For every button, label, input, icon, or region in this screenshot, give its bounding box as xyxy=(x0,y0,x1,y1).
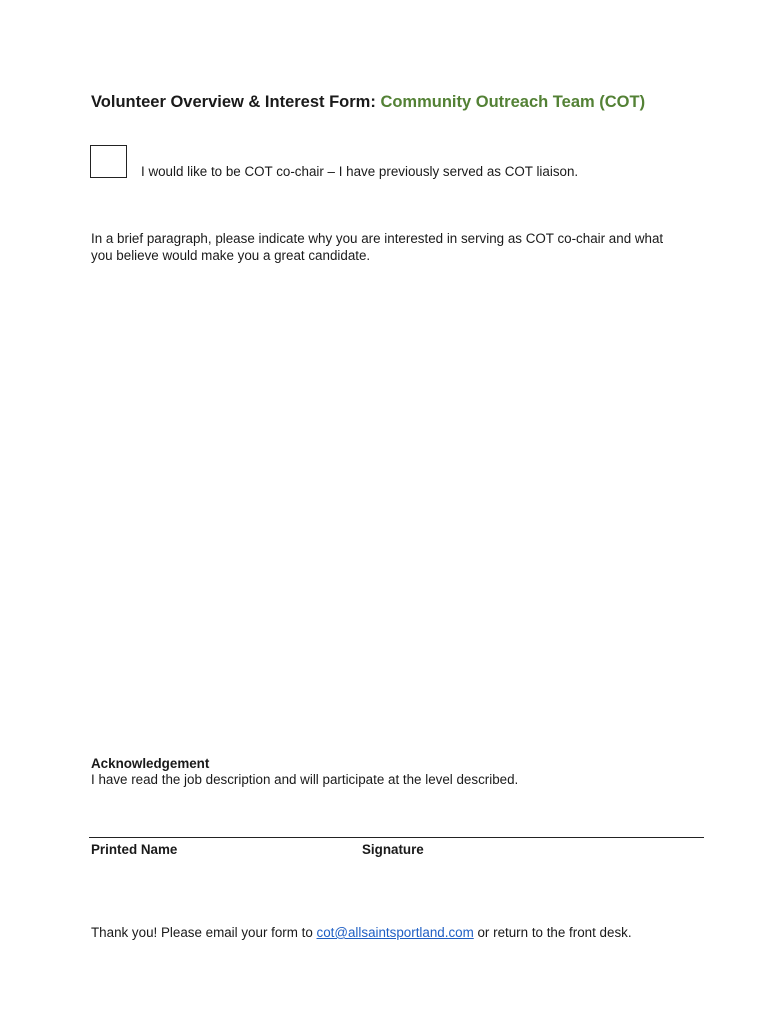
interest-prompt-line-1: In a brief paragraph, please indicate why you are interested in serving as COT co-chair and what xyxy=(91,231,664,246)
printed-name-label: Printed Name xyxy=(91,842,178,857)
acknowledgement-text: I have read the job description and will participate at the level described. xyxy=(91,772,519,787)
footer-note xyxy=(91,925,632,940)
interest-answer-field[interactable] xyxy=(91,275,705,749)
page-title-main: Volunteer Overview & Interest Form: xyxy=(91,93,381,111)
email-link[interactable]: cot@allsaintsportland.com xyxy=(316,925,474,940)
interest-prompt-line-2: you believe would make you a great candidate. xyxy=(91,248,371,263)
cochair-checkbox[interactable] xyxy=(90,145,127,178)
signature-line xyxy=(89,837,704,838)
signature-label: Signature xyxy=(362,842,424,857)
signature-input[interactable] xyxy=(362,810,706,838)
printed-name-input[interactable] xyxy=(90,810,364,838)
interest-prompt xyxy=(91,230,701,264)
footer-prefix: Thank you! Please email your form to xyxy=(91,925,317,940)
footer-suffix: or return to the front desk. xyxy=(473,925,632,940)
acknowledgement-heading: Acknowledgement xyxy=(91,756,210,771)
cochair-checkbox-label: I would like to be COT co-chair – I have previously served as COT liaison. xyxy=(141,164,579,179)
page-title-accent: Community Outreach Team (COT) xyxy=(380,93,646,111)
page-title xyxy=(91,93,645,112)
